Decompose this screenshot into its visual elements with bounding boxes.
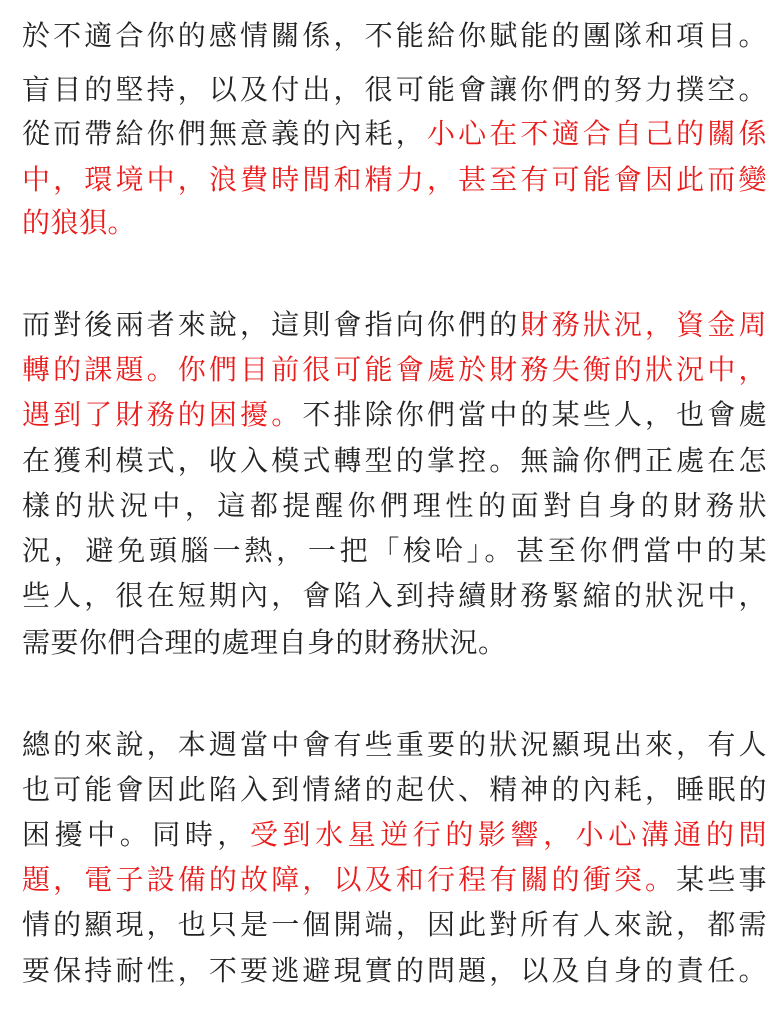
text-segment: 需要你們合理的處理自身的財務狀況。 (22, 626, 507, 659)
highlight-segment: 中，環境中，浪費時間和精力，甚至有可能會因此而變 (22, 163, 767, 196)
highlight-segment: 的狼狽。 (22, 206, 137, 239)
text-line (22, 198, 152, 248)
text-segment: 要保持耐性，不要逃避現實的問題，以及自身的責任。 (22, 954, 767, 987)
text-segment: 情的顯現，也只是一個開端，因此對所有人來說，都需 (22, 908, 767, 941)
text-line (22, 300, 767, 350)
text-line (22, 855, 767, 905)
highlight-segment: 遇到了財務的困擾。 (22, 398, 303, 431)
text-segment: 從而帶給你們無意義的內耗， (22, 117, 427, 150)
text-line (22, 390, 767, 440)
text-segment: 於不適合你的感情關係，不能給你賦能的團隊和項目。 (22, 19, 767, 52)
text-line (22, 65, 767, 115)
text-segment: 也可能會因此陷入到情緒的起伏、精神的內耗，睡眠的 (22, 773, 767, 806)
text-line (22, 436, 767, 486)
text-line (22, 946, 767, 996)
text-line (22, 810, 767, 860)
text-line (22, 481, 767, 531)
highlight-segment: 受到水星逆行的影響，小心溝通的問 (249, 818, 767, 851)
text-line (22, 765, 767, 815)
text-segment: 樣的狀況中，這都提醒你們理性的面對自身的財務狀 (22, 489, 767, 522)
text-segment: 況，避免頭腦一熱，一把「梭哈」。甚至你們當中的某 (22, 534, 767, 567)
text-segment: 在獲利模式，收入模式轉型的掌控。無論你們正處在怎 (22, 444, 767, 477)
text-segment: 某些事 (676, 863, 767, 896)
highlight-segment: 轉的課題。你們目前很可能會處於財務失衡的狀況中， (22, 353, 767, 386)
text-segment: 些人，很在短期內，會陷入到持續財務緊縮的狀況中， (22, 579, 767, 612)
text-segment: 不排除你們當中的某些人，也會處 (302, 398, 767, 431)
text-line (22, 720, 767, 770)
text-segment: 而對後兩者來說，這則會指向你們的 (22, 308, 521, 341)
highlight-segment: 財務狀況，資金周 (520, 308, 767, 341)
text-line (22, 345, 767, 395)
text-segment: 總的來說，本週當中會有些重要的狀況顯現出來，有人 (22, 728, 767, 761)
highlight-segment: 題，電子設備的故障，以及和行程有關的衝突。 (22, 863, 677, 896)
text-segment: 盲目的堅持，以及付出，很可能會讓你們的努力撲空。 (22, 73, 767, 106)
text-line (22, 526, 767, 576)
text-line (22, 109, 767, 159)
text-line (22, 571, 767, 621)
text-line (22, 900, 767, 950)
highlight-segment: 小心在不適合自己的關係 (426, 117, 767, 150)
text-line (22, 11, 767, 61)
text-segment: 困擾中。同時， (22, 818, 250, 851)
text-line (22, 618, 582, 668)
